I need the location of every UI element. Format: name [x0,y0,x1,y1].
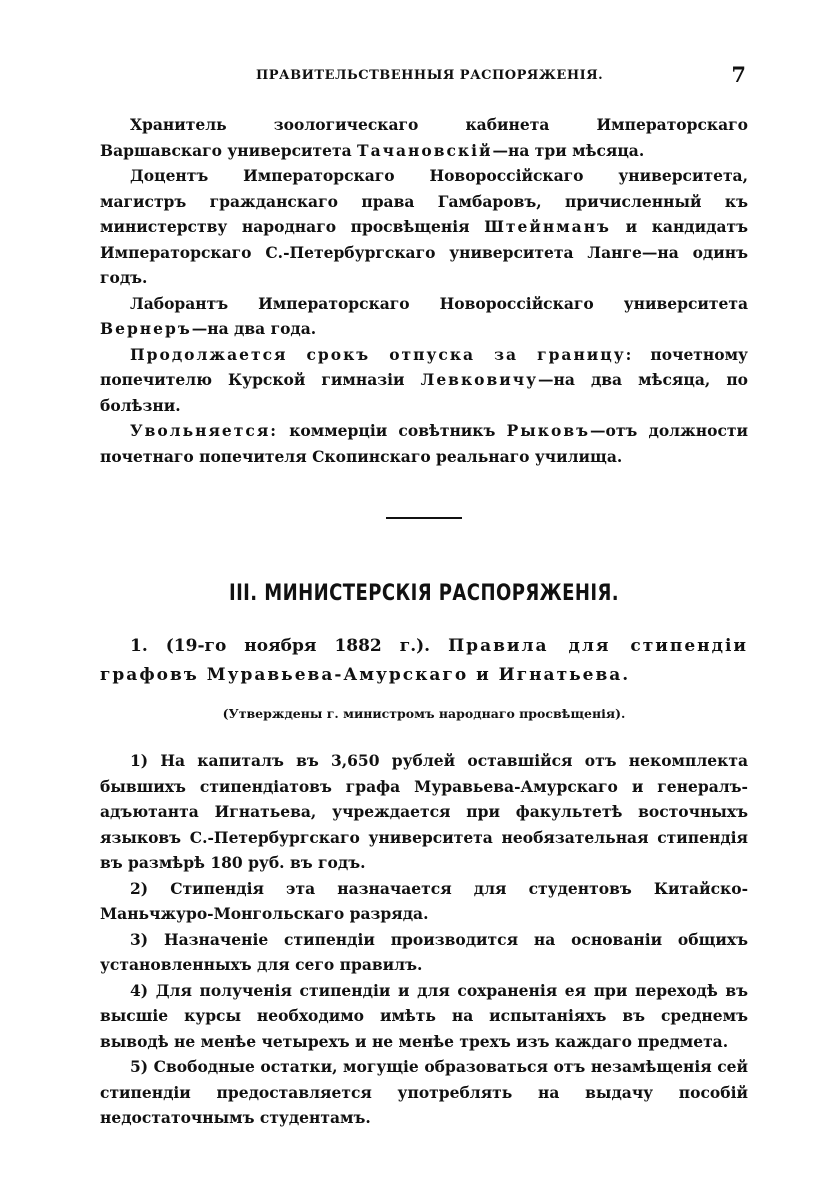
paragraph: Увольняется: коммерціи совѣтникъ Рыковъ—отъ должности почетнаго попечителя Скопинскаго реальнаго училища. [100,421,748,466]
paragraph: Лаборантъ Императорскаго Новороссійскаго университета Вернеръ—на два года. [100,293,748,338]
paragraph: Доцентъ Императорскаго Новороссійскаго университета, магистръ гражданскаго права Гамбаровъ, причисленный къ министерству народнаго просвѣщенія Штейнманъ и кандидатъ Императорскаго С.-Петербургскаго университета Ланге—на одинъ годъ. [100,166,748,287]
rule-point: 2) Стипендія эта назначается для студентовъ Китайско-Маньчжуро-Монгольскаго разряда. [100,878,748,923]
running-header [100,60,748,94]
section-divider [386,517,462,519]
leave-notices [100,112,748,469]
paragraph: Продолжается срокъ отпуска за границу: почетному попечителю Курской гимназіи Левковичу—на два мѣсяца, по болѣзни. [100,344,748,415]
rules-title-text: Правила для стипендіи графовъ Муравьева-Амурскаго и Игнатьева. [100,636,749,685]
person-name: Левковичу [420,370,539,389]
running-title: ПРАВИТЕЛЬСТВЕННЫЯ РАСПОРЯЖЕНІЯ. [256,68,604,83]
rule-point: 4) Для полученія стипендіи и для сохраненія ея при переходѣ въ высшіе курсы необходимо имѣть на испытаніяхъ въ среднемъ выводѣ не менѣе четырехъ и не менѣе трехъ изъ каждаго предмета. [100,980,748,1051]
approval-note: (Утверждены г. министромъ народнаго просвѣщенія). [222,706,626,721]
paragraph: Хранитель зоологическаго кабинета Императорскаго Варшавскаго университета Тачановскій—на три мѣсяца. [100,115,748,160]
person-name: Рыковъ [506,421,590,440]
paragraph-lead: Увольняется: [130,421,279,440]
page-number: 7 [731,62,746,87]
person-name: Тачановскій [357,140,493,160]
rule-point: 3) Назначеніе стипендіи производится на основаніи общихъ установленныхъ для сего правилъ. [100,929,748,974]
rule-point: 5) Свободные остатки, могущіе образоваться отъ незамѣщенія сей стипендіи предоставляется употреблять на выдачу пособій недостаточнымъ студентамъ. [100,1057,748,1127]
document-page [100,60,748,1131]
rules-points [100,748,748,1131]
rule-point: 1) На капиталъ въ 3,650 рублей оставшійся отъ некомплекта бывшихъ стипендіатовъ графа Муравьева-Амурскаго и генералъ-адъютанта Игнатьева, учреждается при факультетѣ восточныхъ языковъ С.-Петербургскаго университета необязательная стипендія въ размѣрѣ 180 руб. въ годъ. [100,751,748,872]
section-heading: III. МИНИСТЕРСКІЯ РАСПОРЯЖЕНІЯ. [228,581,620,606]
rules-number-date: 1. (19-го ноября 1882 г.). [130,636,431,656]
paragraph-lead: Продолжается срокъ отпуска за границу: [130,344,634,364]
person-name: Вернеръ [100,319,192,338]
person-name: Штейнманъ [484,217,611,236]
rules-title [100,632,748,690]
